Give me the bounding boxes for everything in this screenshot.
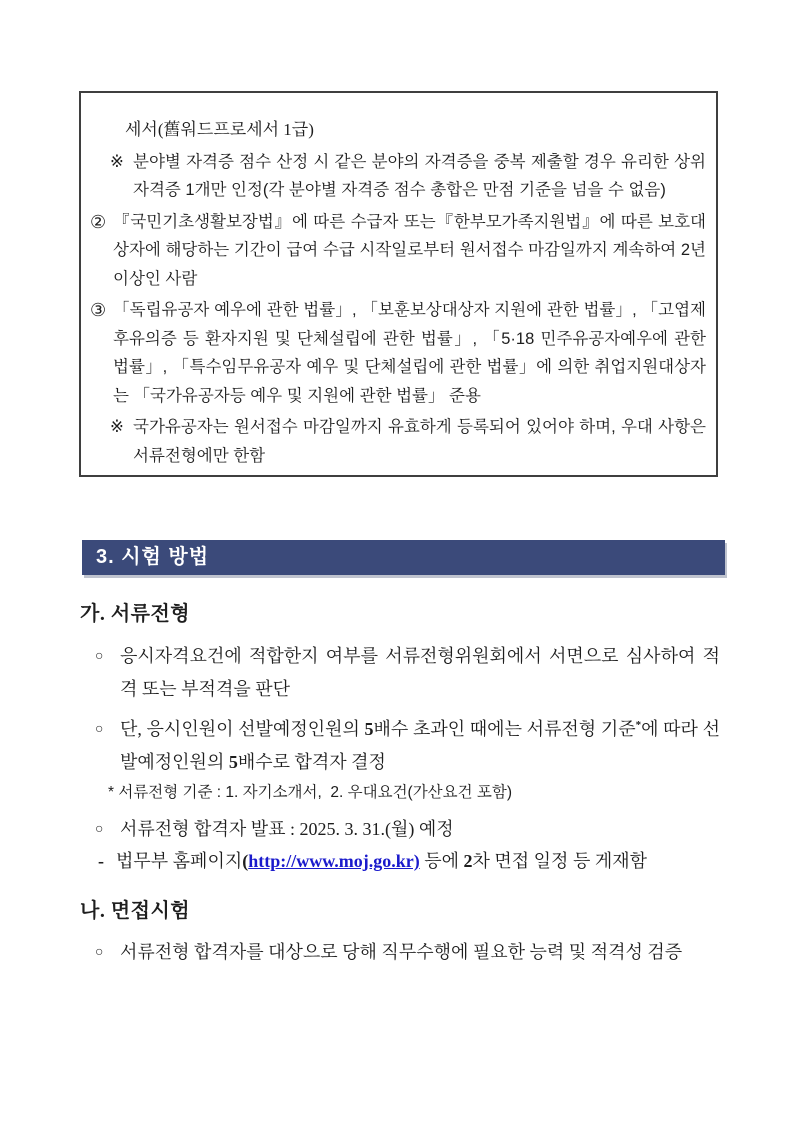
veterans-laws-item: [90, 296, 706, 410]
circle-bullet-icon: ○: [95, 649, 104, 664]
bullet-five-times-rule-text: [120, 713, 720, 779]
bullet-result-announcement: [93, 813, 720, 846]
bold-number: 5: [364, 719, 374, 739]
circle-bullet-icon: ○: [95, 945, 104, 960]
circled-number-2: ②: [90, 211, 107, 232]
text-fragment: 법무부 홈페이지: [116, 851, 243, 871]
dash-website-notice-text: [116, 845, 647, 878]
subsection-heading-interview: 나. 면접시험: [80, 900, 191, 922]
asterisk-superscript: *: [635, 719, 642, 731]
text-fragment: 등에: [419, 851, 464, 871]
basic-livelihood-item: [90, 208, 706, 294]
section-header-exam-method: 3. 시험 방법: [82, 540, 725, 575]
veterans-registration-note: [110, 413, 706, 470]
dash-bullet-icon: -: [98, 851, 104, 871]
text-fragment: 에 따라 선발예정인원의: [120, 719, 720, 772]
moj-website-link[interactable]: http://www.moj.go.kr): [248, 851, 420, 871]
reference-mark: ※: [110, 152, 124, 171]
bullet-interview-verification-text: 서류전형 합격자를 대상으로 당해 직무수행에 필요한 능력 및 적격성 검증: [120, 942, 683, 962]
bullet-five-times-rule: [93, 713, 720, 779]
text-fragment: 단, 응시인원이 선발예정인원의: [120, 719, 365, 739]
circled-number-3: ③: [90, 300, 107, 320]
text-fragment: 배수 초과인 때에는 서류전형 기준: [373, 719, 636, 739]
veterans-laws-item-text: 「독립유공자 예우에 관한 법률」, 「보훈보상대상자 지원에 관한 법률」, 「고엽제후유의증 등 환자지원 및 단체설립에 관한 법률」, 「5·18 민주유공자예우에 관한 법률」, 「특수임무유공자 예우 및 단체설립에 관한 법률」에 의한 취업지원대상자는 「국가유공자등 예우 및 지원에 관한 법률」 준용: [113, 301, 706, 405]
dash-website-notice: [98, 845, 718, 878]
text-fragment: 차 면접 일정 등 게재함: [472, 851, 647, 871]
screening-criteria-footnote: * 서류전형 기준 : 1. 자기소개서, 2. 우대요건(가산요건 포함): [108, 784, 513, 801]
box-continuation-line: 세서(舊워드프로세서 1급): [125, 120, 314, 139]
bullet-interview-verification: [93, 936, 720, 969]
reference-mark: ※: [110, 418, 124, 436]
bold-number: 2: [463, 851, 473, 871]
text-fragment: 배수로 합격자 결정: [237, 752, 386, 772]
subsection-heading-document-screening: 가. 서류전형: [80, 603, 191, 625]
circle-bullet-icon: ○: [95, 722, 104, 737]
bold-paren: (: [242, 851, 249, 871]
bullet-screening-review-text: 응시자격요건에 적합한지 여부를 서류전형위원회에서 서면으로 심사하여 적격 또는 부적격을 판단: [120, 646, 720, 699]
basic-livelihood-item-text: 『국민기초생활보장법』에 따른 수급자 또는『한부모가족지원법』에 따른 보호대상자에 해당하는 기간이 급여 수급 시작일로부터 원서접수 마감일까지 계속하여 2년 이상인 사람: [113, 212, 706, 288]
bullet-screening-review: [93, 640, 720, 706]
certificate-duplicate-note-text: 분야별 자격증 점수 산정 시 같은 분야의 자격증을 중복 제출할 경우 유리한 상위 자격증 1개만 인정(각 분야별 자격증 점수 총합은 만점 기준을 넘을 수 없음): [133, 152, 706, 199]
bullet-result-announcement-text: 서류전형 합격자 발표 : 2025. 3. 31.(월) 예정: [120, 819, 454, 839]
certificate-duplicate-note: [110, 148, 706, 205]
eligibility-note-box: [79, 91, 718, 477]
bold-number: 5: [228, 752, 238, 772]
circle-bullet-icon: ○: [95, 822, 104, 837]
veterans-registration-note-text: 국가유공자는 원서접수 마감일까지 유효하게 등록되어 있어야 하며, 우대 사항은 서류전형에만 한함: [133, 418, 706, 465]
